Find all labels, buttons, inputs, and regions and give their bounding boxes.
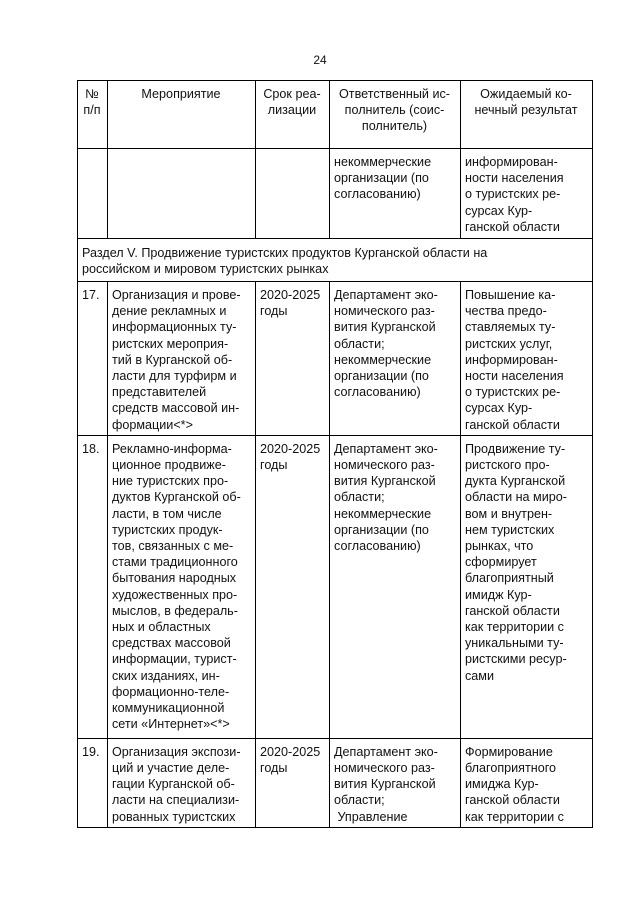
cell-num [78, 149, 108, 239]
cell-result: Продвижение ту- ристского про- дукта Курганской области на миро- вом и внутрен- нем туристских рынках, что сформирует благоприятный имидж Кур- ганской области как территории с уникальными ту- ристскими ресур- сами [461, 435, 593, 738]
cell-num: 18. [78, 435, 108, 738]
table-row [78, 282, 593, 436]
page-number: 24 [313, 53, 327, 67]
events-table [77, 80, 593, 828]
cell-responsible: Департамент эко- номического раз- вития Курганской области; Управление [330, 738, 461, 827]
header-term: Срок реа- лизации [256, 81, 330, 149]
cell-event: Организация экспози- ций и участие деле- гации Курганской об- ласти на специализи- рованных туристских [108, 738, 256, 827]
cell-responsible: Департамент эко- номического раз- вития Курганской области; некоммерческие организации (по согласованию) [330, 435, 461, 738]
cell-responsible: некоммерческие организации (по согласованию) [330, 149, 461, 239]
cell-term [256, 149, 330, 239]
section-row [78, 239, 593, 282]
cell-num: 17. [78, 282, 108, 436]
cell-num: 19. [78, 738, 108, 827]
header-result: Ожидаемый ко- нечный результат [461, 81, 593, 149]
table-row-continuation [78, 149, 593, 239]
table-row [78, 435, 593, 738]
cell-term: 2020-2025 годы [256, 738, 330, 827]
cell-result: Формирование благоприятного имиджа Кур- ганской области как территории с [461, 738, 593, 827]
header-num: № п/п [78, 81, 108, 149]
header-event: Мероприятие [108, 81, 256, 149]
cell-result: Повышение ка- чества предо- ставляемых ту- ристских услуг, информирован- ности населения о туристских ре- сурсах Кур- ганской области [461, 282, 593, 436]
cell-term: 2020-2025 годы [256, 282, 330, 436]
cell-event: Рекламно-информа- ционное продвиже- ние туристских про- дуктов Курганской об- ласти, в том числе туристских продук- тов, связанных с ме- стами традиционного бытования народных художественных про- мыслов, в федераль- ных и областных средствах массовой информации, турист- ских изданиях, ин- формационно-теле- коммуникационной сети «Интернет»<*> [108, 435, 256, 738]
cell-term: 2020-2025 годы [256, 435, 330, 738]
cell-event: Организация и прове- дение рекламных и информационных ту- ристских мероприя- тий в Курганской об- ласти для турфирм и представителей средств массовой ин- формации<*> [108, 282, 256, 436]
table-row [78, 738, 593, 827]
cell-responsible: Департамент эко- номического раз- вития Курганской области; некоммерческие организации (по согласованию) [330, 282, 461, 436]
cell-result: информирован- ности населения о туристских ре- сурсах Кур- ганской области [461, 149, 593, 239]
table-header-row [78, 81, 593, 149]
cell-event [108, 149, 256, 239]
header-responsible: Ответственный ис- полнитель (соис- полнитель) [330, 81, 461, 149]
section-title: Раздел V. Продвижение туристских продуктов Курганской области на российском и мировом туристских рынках [78, 239, 593, 282]
